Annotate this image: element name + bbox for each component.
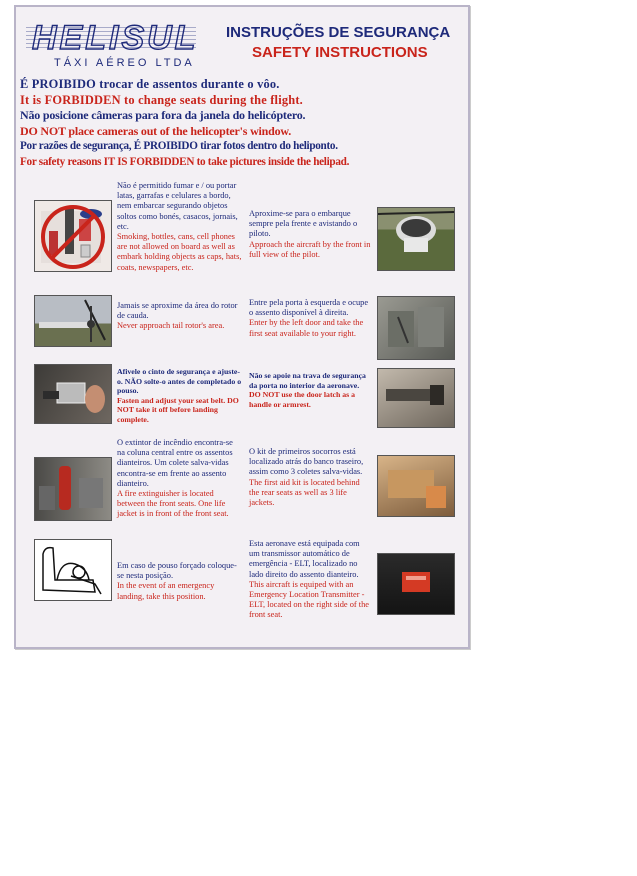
approach-text-pt: Aproxime-se para o embarque sempre pela frente e avistando o piloto.: [249, 209, 358, 239]
door-latch-text: [249, 371, 371, 409]
left-door-photo: [377, 296, 455, 360]
tail-rotor-text-pt: Jamais se aproxime da área do rotor de cauda.: [117, 301, 238, 321]
smoking-text-pt: Não é permitido fumar e / ou portar latas, garrafas e celulares a bordo, nem embarcar segurando objetos soltos como bonés, casacos, jornais, etc.: [117, 181, 238, 231]
brace-text: [117, 561, 242, 602]
door-latch-text-en: DO NOT use the door latch as a handle or armrest.: [249, 390, 356, 409]
left-door-text-en: Enter by the left door and take the first seat available to your right.: [249, 318, 364, 338]
rule-cameras-en: DO NOT place cameras out of the helicopter's window.: [20, 123, 292, 138]
tail-rotor-photo: [34, 295, 112, 347]
tail-rotor-text-en: Never approach tail rotor's area.: [117, 321, 225, 331]
brace-text-pt: Em caso de pouso forçado coloque-se nesta posição.: [117, 561, 237, 581]
approach-text: [249, 209, 371, 260]
rule-seats-pt: É PROIBIDO trocar de assentos durante o vôo.: [20, 77, 280, 91]
rules-block: [20, 77, 466, 170]
logo-subtitle: TÁXI AÉREO LTDA: [54, 57, 195, 69]
extinguisher-text: [117, 438, 242, 520]
title-portuguese: INSTRUÇÕES DE SEGURANÇA: [226, 24, 451, 41]
first-aid-text-en: The first aid kit is located behind the rear seats as well as 3 life jackets.: [249, 477, 360, 508]
brace-text-en: In the event of an emergency landing, take this position.: [117, 581, 215, 601]
rule-seats-en: It is FORBIDDEN to change seats during the flight.: [20, 92, 303, 107]
seat-belt-text-pt: Afivele o cinto de segurança e ajuste-o. NÃO solte-o antes de completado o pouso.: [117, 367, 242, 396]
first-aid-photo: [377, 455, 455, 517]
left-door-text-pt: Entre pela porta à esquerda e ocupe o assento disponível à direita.: [249, 298, 369, 318]
safety-card: [14, 5, 470, 649]
extinguisher-text-en: A fire extinguisher is located between the front seats. One life jacket is in front of the front seat.: [117, 489, 229, 519]
seat-belt-text: [117, 367, 242, 425]
first-aid-text-pt: O kit de primeiros socorros está localizado atrás do banco traseiro, assim como 3 coletes salva-vidas.: [249, 447, 364, 477]
brace-position-image: [34, 539, 112, 601]
elt-text-pt: Esta aeronave está equipada com um transmissor automático de emergência - ELT, localizado no lado direito do assento dianteiro.: [249, 539, 360, 579]
rule-photos-pt: Por razões de segurança, É PROIBIDO tirar fotos dentro do heliponto.: [20, 140, 338, 152]
tail-rotor-text: [117, 301, 242, 332]
door-latch-text-pt: Não se apoie na trava de segurança da porta no interior da aeronave.: [249, 371, 366, 390]
elt-text: [249, 539, 371, 621]
rule-cameras-pt: Não posicione câmeras para fora da janela do helicóptero.: [20, 108, 306, 122]
door-latch-photo: [377, 368, 455, 428]
rule-photos-en: For safety reasons IT IS FORBIDDEN to take pictures inside the helipad.: [20, 155, 350, 168]
smoking-text: [117, 181, 242, 273]
helisul-logo: [26, 19, 206, 69]
left-door-text: [249, 298, 371, 339]
elt-photo: [377, 553, 455, 615]
seat-belt-photo: [34, 364, 112, 424]
logo-wordmark: HELISUL: [32, 19, 199, 57]
title-english: SAFETY INSTRUCTIONS: [252, 44, 428, 61]
approach-text-en: Approach the aircraft by the front in full view of the pilot.: [249, 239, 371, 259]
seat-belt-text-en: Fasten and adjust your seat belt. DO NOT take it off before landing complete.: [117, 395, 239, 424]
extinguisher-text-pt: O extintor de incêndio encontra-se na coluna central entre os assentos dianteiros. Um colete salva-vidas encontra-se em frente ao assento dianteiro.: [117, 438, 233, 488]
no-smoking-image: [34, 200, 112, 272]
first-aid-text: [249, 447, 371, 508]
extinguisher-photo: [34, 457, 112, 521]
elt-text-en: This aircraft is equiped with an Emergency Location Transmitter - ELT, located on the right side of the front seat.: [249, 579, 370, 620]
approach-photo: [377, 207, 455, 271]
smoking-text-en: Smoking, bottles, cans, cell phones are not allowed on board as well as embark holding objects as caps, hats, coats, newspapers, etc.: [117, 232, 242, 272]
